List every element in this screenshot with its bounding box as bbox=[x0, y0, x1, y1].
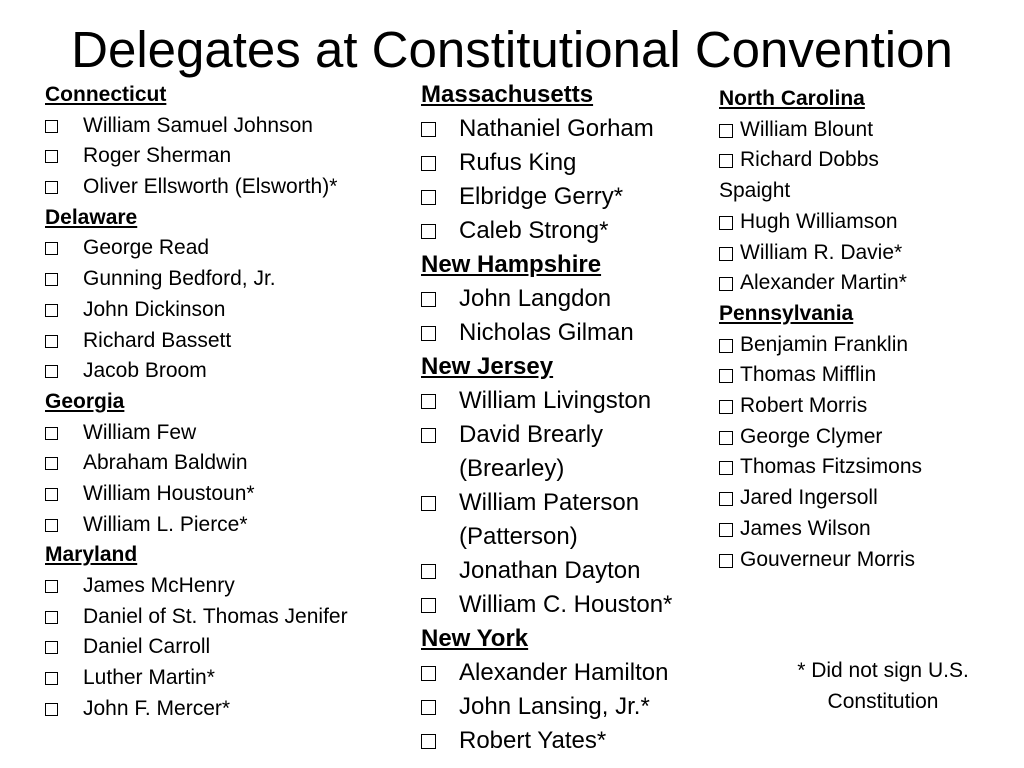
delegate-item bbox=[421, 214, 721, 248]
checkbox-icon bbox=[45, 488, 58, 501]
delegate-item bbox=[719, 545, 1009, 576]
checkbox-icon bbox=[719, 154, 733, 168]
checkbox-icon bbox=[719, 216, 733, 230]
delegate-item bbox=[421, 656, 721, 690]
delegate-item bbox=[421, 384, 721, 418]
delegate-name: Robert Morris bbox=[740, 394, 868, 418]
state-heading: Massachusetts bbox=[421, 81, 594, 108]
column-2 bbox=[421, 78, 721, 758]
delegate-name: Caleb Strong* bbox=[459, 217, 609, 244]
delegate-name: William Houstoun* bbox=[83, 481, 255, 505]
delegate-name: Elbridge Gerry* bbox=[459, 183, 624, 210]
delegate-name: Rufus King bbox=[459, 149, 577, 176]
checkbox-icon bbox=[421, 496, 436, 511]
delegate-item bbox=[421, 486, 699, 554]
checkbox-icon bbox=[45, 580, 58, 593]
delegate-item bbox=[719, 514, 1009, 545]
delegate-item bbox=[45, 111, 415, 142]
delegate-item bbox=[45, 602, 415, 633]
delegate-item bbox=[719, 330, 1009, 361]
delegate-name: Jacob Broom bbox=[83, 359, 207, 383]
delegate-item bbox=[45, 479, 415, 510]
state-heading: New Hampshire bbox=[421, 251, 602, 278]
delegate-name: James McHenry bbox=[83, 574, 235, 597]
checkbox-icon bbox=[421, 190, 436, 205]
delegate-name: Daniel Carroll bbox=[83, 635, 211, 659]
checkbox-icon bbox=[421, 394, 436, 409]
delegate-item bbox=[45, 663, 415, 694]
checkbox-icon bbox=[719, 523, 733, 537]
delegate-name: David Brearly (Brearley) bbox=[459, 421, 604, 482]
state-heading: Georgia bbox=[45, 389, 125, 413]
checkbox-icon bbox=[719, 400, 733, 414]
checkbox-icon bbox=[719, 554, 733, 568]
delegate-item bbox=[719, 207, 1009, 238]
delegate-name: William Livingston bbox=[459, 387, 652, 414]
delegate-item bbox=[421, 180, 721, 214]
delegate-name: Nathaniel Gorham bbox=[459, 115, 654, 142]
delegate-name: Alexander Hamilton bbox=[459, 659, 669, 686]
delegate-name: Robert Yates* bbox=[459, 727, 607, 754]
column-1 bbox=[45, 80, 415, 724]
delegate-item bbox=[45, 356, 415, 387]
delegate-item bbox=[45, 295, 415, 326]
delegate-item bbox=[719, 238, 1009, 269]
checkbox-icon bbox=[719, 461, 733, 475]
checkbox-icon bbox=[45, 703, 58, 716]
delegate-item bbox=[719, 483, 1009, 514]
delegate-item bbox=[45, 141, 415, 172]
checkbox-icon bbox=[421, 700, 436, 715]
delegate-item bbox=[45, 172, 415, 203]
delegate-item bbox=[719, 268, 1009, 299]
delegate-name: Nicholas Gilman bbox=[459, 319, 634, 346]
checkbox-icon bbox=[45, 519, 58, 532]
checkbox-icon bbox=[719, 124, 733, 138]
checkbox-icon bbox=[421, 122, 436, 137]
checkbox-icon bbox=[719, 492, 733, 506]
delegate-name: Gouverneur Morris bbox=[740, 547, 916, 571]
delegate-name: William Blount bbox=[740, 117, 874, 141]
checkbox-icon bbox=[719, 431, 733, 445]
delegate-item bbox=[421, 112, 721, 146]
delegate-name: Luther Martin* bbox=[83, 666, 215, 690]
state-heading: Connecticut bbox=[45, 83, 167, 106]
state-heading: Pennsylvania bbox=[719, 301, 854, 325]
delegate-name: Abraham Baldwin bbox=[83, 451, 248, 475]
delegate-name: William L. Pierce* bbox=[83, 512, 248, 536]
checkbox-icon bbox=[421, 326, 436, 341]
delegate-item bbox=[421, 724, 721, 758]
state-heading: New York bbox=[421, 625, 529, 652]
checkbox-icon bbox=[719, 339, 733, 353]
delegate-name: Gunning Bedford, Jr. bbox=[83, 267, 276, 291]
delegate-name: John Langdon bbox=[459, 285, 612, 312]
checkbox-icon bbox=[45, 242, 58, 255]
delegate-item bbox=[719, 391, 1009, 422]
delegate-name: Alexander Martin* bbox=[740, 271, 907, 295]
delegate-name: George Clymer bbox=[740, 424, 883, 448]
delegate-item bbox=[421, 690, 721, 724]
delegate-name: Jared Ingersoll bbox=[740, 486, 878, 510]
checkbox-icon bbox=[421, 428, 436, 443]
delegate-item bbox=[719, 452, 1009, 483]
delegate-name: Benjamin Franklin bbox=[740, 332, 909, 356]
column-3 bbox=[719, 84, 1009, 575]
checkbox-icon bbox=[421, 598, 436, 613]
delegate-name: Hugh Williamson bbox=[740, 209, 898, 233]
checkbox-icon bbox=[421, 666, 436, 681]
state-heading: Maryland bbox=[45, 543, 138, 567]
checkbox-icon bbox=[421, 564, 436, 579]
delegate-name: James Wilson bbox=[740, 516, 871, 540]
delegate-item bbox=[719, 145, 919, 206]
delegate-item bbox=[45, 326, 415, 357]
delegate-name: John Lansing, Jr.* bbox=[459, 693, 650, 720]
delegate-item bbox=[719, 360, 1009, 391]
footnote: * Did not sign U.S. Constitution bbox=[797, 659, 969, 713]
delegate-name: William Few bbox=[83, 420, 197, 444]
delegate-name: Richard Bassett bbox=[83, 328, 232, 352]
delegate-item bbox=[45, 418, 415, 449]
delegate-item bbox=[421, 588, 721, 622]
delegate-item bbox=[421, 282, 721, 316]
delegate-item bbox=[45, 632, 415, 663]
delegate-item bbox=[45, 264, 415, 295]
checkbox-icon bbox=[45, 150, 58, 163]
delegate-name: Roger Sherman bbox=[83, 144, 232, 168]
delegate-item bbox=[719, 115, 1009, 146]
delegate-item bbox=[45, 571, 415, 602]
checkbox-icon bbox=[421, 156, 436, 171]
checkbox-icon bbox=[719, 247, 733, 261]
delegate-name: George Read bbox=[83, 236, 210, 260]
state-heading: North Carolina bbox=[719, 87, 865, 110]
checkbox-icon bbox=[421, 734, 436, 749]
checkbox-icon bbox=[45, 304, 58, 317]
checkbox-icon bbox=[45, 273, 58, 286]
checkbox-icon bbox=[45, 672, 58, 685]
delegate-name: Thomas Fitzsimons bbox=[740, 455, 923, 479]
delegate-item bbox=[45, 448, 415, 479]
delegate-item bbox=[421, 316, 721, 350]
delegate-item bbox=[421, 554, 721, 588]
checkbox-icon bbox=[421, 292, 436, 307]
delegate-name: Daniel of St. Thomas Jenifer bbox=[83, 604, 348, 628]
checkbox-icon bbox=[45, 365, 58, 378]
delegate-name: Richard Dobbs Spaight bbox=[719, 148, 879, 203]
delegate-name: John F. Mercer* bbox=[83, 696, 231, 720]
delegate-item bbox=[719, 422, 1009, 453]
delegate-item bbox=[45, 233, 415, 264]
delegate-item bbox=[421, 418, 699, 486]
delegate-item bbox=[421, 146, 721, 180]
checkbox-icon bbox=[719, 277, 733, 291]
delegate-name: William Paterson (Patterson) bbox=[459, 489, 640, 550]
checkbox-icon bbox=[45, 335, 58, 348]
checkbox-icon bbox=[45, 427, 58, 440]
checkbox-icon bbox=[45, 611, 58, 624]
slide-title: Delegates at Constitutional Convention bbox=[71, 21, 953, 78]
delegate-name: William R. Davie* bbox=[740, 240, 903, 264]
checkbox-icon bbox=[45, 181, 58, 194]
checkbox-icon bbox=[45, 457, 58, 470]
delegate-name: Jonathan Dayton bbox=[459, 557, 641, 584]
checkbox-icon bbox=[719, 369, 733, 383]
delegate-name: John Dickinson bbox=[83, 297, 226, 321]
checkbox-icon bbox=[45, 641, 58, 654]
delegate-item bbox=[45, 694, 415, 725]
delegate-item bbox=[45, 510, 415, 541]
delegate-name: Thomas Mifflin bbox=[740, 363, 877, 387]
delegate-name: William C. Houston* bbox=[459, 591, 673, 618]
delegate-name: Oliver Ellsworth (Elsworth)* bbox=[83, 175, 338, 199]
state-heading: Delaware bbox=[45, 205, 138, 229]
checkbox-icon bbox=[45, 120, 58, 133]
delegate-name: William Samuel Johnson bbox=[83, 113, 313, 137]
state-heading: New Jersey bbox=[421, 353, 554, 380]
checkbox-icon bbox=[421, 224, 436, 239]
